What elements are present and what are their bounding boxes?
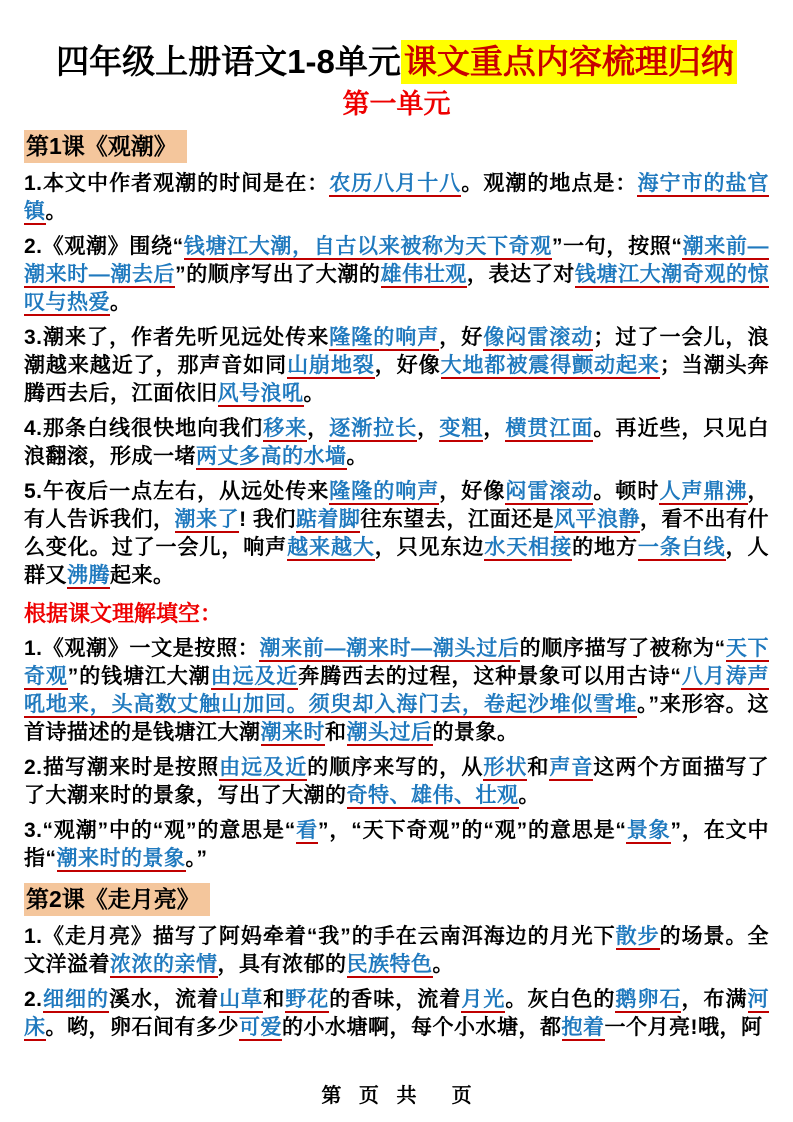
blank-answer: 横贯江面 <box>505 417 594 440</box>
text-run: 1.本文中作者观潮的时间是在： <box>24 172 330 195</box>
blank-answer: 形状 <box>483 756 528 779</box>
text-run: 5.午夜后一点左右，从远处传来 <box>24 480 330 503</box>
page-title <box>24 40 769 84</box>
page-title-plain: 四年级上册语文1-8单元 <box>56 43 401 80</box>
text-run: 这两个方面描写了了大潮来时的景象，写出了大潮的 <box>24 756 770 807</box>
text-run: ，好像 <box>374 354 441 377</box>
paragraph <box>24 754 769 810</box>
blank-answer: 钱塘江大潮奇观的惊叹与热爱 <box>24 263 770 314</box>
course-heading-label: 第1课《观潮》 <box>24 130 187 163</box>
paragraph <box>24 170 769 226</box>
paragraph <box>24 233 769 317</box>
text-run: ， <box>307 417 330 440</box>
blank-answer: 钱塘江大潮，自古以来被称为天下奇观 <box>183 235 552 258</box>
text-run: 。 <box>432 953 454 976</box>
text-run: ”一句，按照“ <box>551 235 683 258</box>
blank-answer: 移来 <box>263 417 308 440</box>
blank-answer: 景象 <box>626 819 671 842</box>
blank-answer: 沸腾 <box>67 564 110 587</box>
text-run: 。再近些，只见白浪翻滚，形成一堵 <box>24 417 770 468</box>
blank-answer: 民族特色 <box>346 953 433 976</box>
text-run: 。 <box>45 200 67 223</box>
paragraph <box>24 635 769 747</box>
blank-answer: 雄伟壮观 <box>380 263 467 286</box>
blank-answer: 海宁市的盐官镇 <box>24 172 770 223</box>
text-run: 的地方 <box>572 536 638 559</box>
blank-answer: 潮来前—潮来时—潮去后 <box>24 235 770 286</box>
text-run: ! 我们 <box>239 508 296 531</box>
unit-subtitle: 第一单元 <box>342 89 451 119</box>
text-run: ”，“天下奇观”的“观”的意思是“ <box>318 819 627 842</box>
blank-answer: 农历八月十八 <box>329 172 462 195</box>
blank-answer: 野花 <box>285 988 330 1011</box>
blank-answer: 细细的 <box>42 988 110 1011</box>
blank-answer: 河床 <box>24 988 770 1039</box>
text-run: ”的钱塘江大潮 <box>67 665 211 688</box>
text-run: ”，在文中指“ <box>24 819 770 870</box>
text-run: 。观潮的地点是： <box>461 172 638 195</box>
text-run: 。” <box>185 847 208 870</box>
blank-answer: 潮来前—潮来时—潮头过后 <box>259 637 520 660</box>
text-run: 和 <box>263 988 286 1011</box>
text-run: 的香味，流着 <box>329 988 462 1011</box>
text-run: 溪水，流着 <box>109 988 220 1011</box>
blank-answer: 大地都被震得颤动起来 <box>440 354 660 377</box>
blank-answer: 越来越大 <box>287 536 375 559</box>
paragraph <box>24 324 769 408</box>
blank-answer: 潮头过后 <box>346 721 433 744</box>
paragraph <box>24 478 769 590</box>
text-run: ，看不出有什么变化。过了一会儿，响声 <box>24 508 770 559</box>
text-run: 。 <box>346 445 368 468</box>
text-run: 。哟，卵石间有多少 <box>45 1016 239 1039</box>
text-run: 。 <box>110 291 132 314</box>
text-run: 。灰白色的 <box>505 988 616 1011</box>
text-run: 起来。 <box>110 564 175 587</box>
blank-answer: 山草 <box>219 988 264 1011</box>
text-run: 。”来形容。这首诗描述的是钱塘江大潮 <box>24 693 770 744</box>
text-run: ，人群又 <box>24 536 770 587</box>
text-run: ，具有浓郁的 <box>217 953 347 976</box>
blank-answer: 抱着 <box>561 1016 605 1039</box>
text-run: 1.《观潮》一文是按照： <box>24 637 260 660</box>
text-run: 2.《观潮》围绕“ <box>24 235 184 258</box>
blank-answer: 像闷雷滚动 <box>483 326 594 349</box>
course-heading <box>24 883 769 916</box>
blank-answer: 风平浪静 <box>553 508 640 531</box>
blank-answer: 潮来时的景象 <box>56 847 186 870</box>
paragraph <box>24 923 769 979</box>
page-title-highlighted: 课文重点内容梳理归纳 <box>401 40 737 84</box>
text-run: ，好像 <box>439 480 506 503</box>
blank-answer: 可爱 <box>239 1016 282 1039</box>
text-run: 。 <box>518 784 540 807</box>
text-run: 一个月亮!哦，阿 <box>604 1016 763 1039</box>
paragraph <box>24 986 769 1042</box>
course-heading <box>24 130 769 163</box>
text-run: 的场景。全文洋溢着 <box>24 925 770 976</box>
text-run: ，只见东边 <box>374 536 485 559</box>
blank-answer: 人声鼎沸 <box>659 480 748 503</box>
blank-answer: 风号浪吼 <box>217 382 304 405</box>
blank-answer: 隆隆的响声 <box>329 480 440 503</box>
course-heading-label: 第2课《走月亮》 <box>24 883 210 916</box>
blank-answer: 由远及近 <box>210 665 299 688</box>
text-run: 3.潮来了，作者先听见远处传来 <box>24 326 330 349</box>
blank-answer: 两丈多高的水墙 <box>196 445 347 468</box>
blank-answer: 天下奇观 <box>24 637 770 688</box>
blank-answer: 八月涛声吼地来，头高数丈触山加回。须臾却入海门去，卷起沙堆似雪堆 <box>24 665 770 716</box>
paragraph <box>24 817 769 873</box>
text-run: 奔腾西去的过程，这种景象可以用古诗“ <box>298 665 682 688</box>
blank-answer: 奇特、雄伟、壮观 <box>346 784 519 807</box>
text-run: 的顺序描写了被称为“ <box>519 637 726 660</box>
text-run: ，好 <box>439 326 484 349</box>
text-run: ；当潮头奔腾西去后，江面依旧 <box>24 354 770 405</box>
text-run: ， <box>417 417 440 440</box>
text-run: 2.描写潮来时是按照 <box>24 756 220 779</box>
blank-answer: 踮着脚 <box>295 508 361 531</box>
blank-answer: 一条白线 <box>637 536 726 559</box>
blank-answer: 鹅卵石 <box>615 988 682 1011</box>
text-run: 4.那条白线很快地向我们 <box>24 417 264 440</box>
blank-answer: 山崩地裂 <box>287 354 375 377</box>
blank-answer: 声音 <box>549 756 594 779</box>
text-run: 和 <box>527 756 550 779</box>
text-run: 1.《走月亮》描写了阿妈牵着“我”的手在云南洱海边的月光下 <box>24 925 616 948</box>
text-run: 。顿时 <box>593 480 660 503</box>
blank-answer: 变粗 <box>439 417 484 440</box>
blank-answer: 隆隆的响声 <box>329 326 440 349</box>
text-run: 。 <box>303 382 325 405</box>
exercise-heading: 根据课文理解填空： <box>24 601 223 626</box>
blank-answer: 浓浓的亲情 <box>110 953 218 976</box>
text-run: 和 <box>325 721 347 744</box>
text-run: 3.“观潮”中的“观”的意思是“ <box>24 819 296 842</box>
page-footer: 第 页 共 页 <box>321 1085 472 1107</box>
blank-answer: 由远及近 <box>219 756 308 779</box>
text-run: ，布满 <box>681 988 748 1011</box>
text-run: 的景象。 <box>432 721 519 744</box>
text-run: ；过了一会儿，浪潮越来越近了，那声音如同 <box>24 326 770 377</box>
text-run: 的小水塘啊，每个小水塘，都 <box>282 1016 562 1039</box>
blank-answer: 水天相接 <box>484 536 573 559</box>
blank-answer: 月光 <box>461 988 506 1011</box>
text-run: 2. <box>24 988 43 1011</box>
blank-answer: 看 <box>295 819 319 842</box>
text-run: 的顺序来写的，从 <box>307 756 484 779</box>
blank-answer: 逐渐拉长 <box>329 417 418 440</box>
blank-answer: 闷雷滚动 <box>505 480 594 503</box>
blank-answer: 潮来时 <box>260 721 325 744</box>
text-run: 往东望去，江面还是 <box>360 508 554 531</box>
text-run: ，表达了对 <box>466 263 575 286</box>
text-run: ， <box>483 417 506 440</box>
blank-answer: 潮来了 <box>174 508 240 531</box>
paragraph <box>24 415 769 471</box>
text-run: ”的顺序写出了大潮的 <box>175 263 381 286</box>
document-body <box>24 130 769 1042</box>
blank-answer: 散步 <box>615 925 660 948</box>
text-run: ，有人告诉我们， <box>24 480 770 531</box>
